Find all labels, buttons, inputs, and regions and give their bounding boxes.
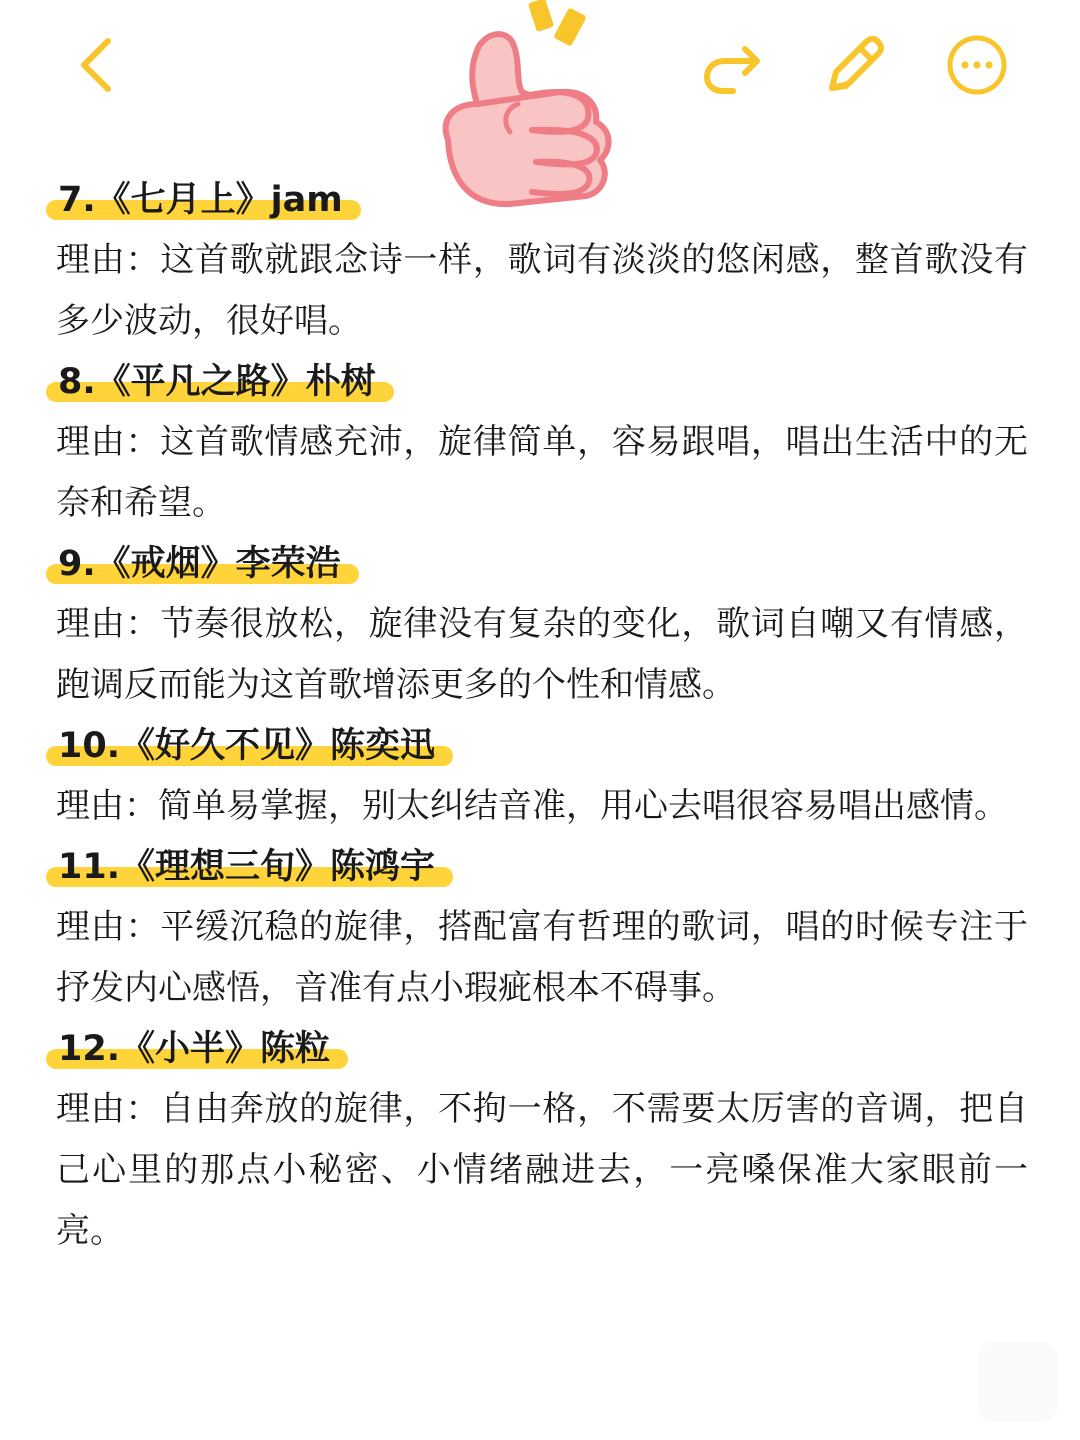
reason-label: 理由： bbox=[56, 1089, 161, 1129]
reason-label: 理由： bbox=[56, 422, 161, 462]
more-button[interactable] bbox=[942, 30, 1012, 100]
reason-text: 平缓沉稳的旋律，搭配富有哲理的歌词，唱的时候专注于抒发内心感悟，音准有点小瑕疵根本不碍事。 bbox=[56, 907, 1029, 1008]
reason-text: 节奏很放松，旋律没有复杂的变化，歌词自嘲又有情感，跑调反而能为这首歌增添更多的个性和情感。 bbox=[56, 604, 1029, 705]
song-reason bbox=[56, 594, 1028, 716]
reason-label: 理由： bbox=[56, 240, 161, 280]
reason-text: 自由奔放的旋律，不拘一格，不需要太厉害的音调，把自己心里的那点小秘密、小情绪融进去，一亮嗓保准大家眼前一亮。 bbox=[56, 1089, 1029, 1251]
reason-text: 简单易掌握，别太纠结音准，用心去唱很容易唱出感情。 bbox=[158, 786, 1008, 826]
edit-button[interactable] bbox=[818, 30, 888, 100]
reason-label: 理由： bbox=[56, 786, 158, 826]
reason-label: 理由： bbox=[56, 604, 161, 644]
song-reason bbox=[56, 776, 1028, 837]
redo-arrow-icon bbox=[699, 35, 763, 95]
more-dots-icon bbox=[944, 32, 1010, 98]
pencil-icon bbox=[820, 32, 886, 98]
reason-text: 这首歌情感充沛，旋律简单，容易跟唱，唱出生活中的无奈和希望。 bbox=[56, 422, 1029, 523]
song-reason bbox=[56, 1079, 1028, 1262]
list-item bbox=[56, 716, 1028, 837]
song-reason bbox=[56, 230, 1028, 352]
list-item bbox=[56, 534, 1028, 716]
song-title: 10.《好久不见》陈奕迅 bbox=[56, 716, 445, 776]
song-reason bbox=[56, 897, 1028, 1019]
chevron-left-icon bbox=[72, 35, 122, 95]
song-reason bbox=[56, 412, 1028, 534]
song-title: 7.《七月上》jam bbox=[56, 170, 353, 230]
reason-text: 这首歌就跟念诗一样，歌词有淡淡的悠闲感，整首歌没有多少波动，很好唱。 bbox=[56, 240, 1029, 341]
share-button[interactable] bbox=[696, 30, 766, 100]
reason-label: 理由： bbox=[56, 907, 161, 947]
song-title: 9.《戒烟》李荣浩 bbox=[56, 534, 351, 594]
list-item bbox=[56, 1019, 1028, 1262]
song-title: 8.《平凡之路》朴树 bbox=[56, 352, 386, 412]
song-list bbox=[56, 170, 1028, 1262]
song-title: 12.《小半》陈粒 bbox=[56, 1019, 340, 1079]
top-toolbar bbox=[0, 0, 1080, 140]
list-item bbox=[56, 352, 1028, 534]
thumbs-up-icon bbox=[420, 0, 630, 215]
watermark bbox=[978, 1342, 1058, 1422]
list-item bbox=[56, 837, 1028, 1019]
back-button[interactable] bbox=[62, 30, 132, 100]
song-title: 11.《理想三旬》陈鸿宇 bbox=[56, 837, 445, 897]
